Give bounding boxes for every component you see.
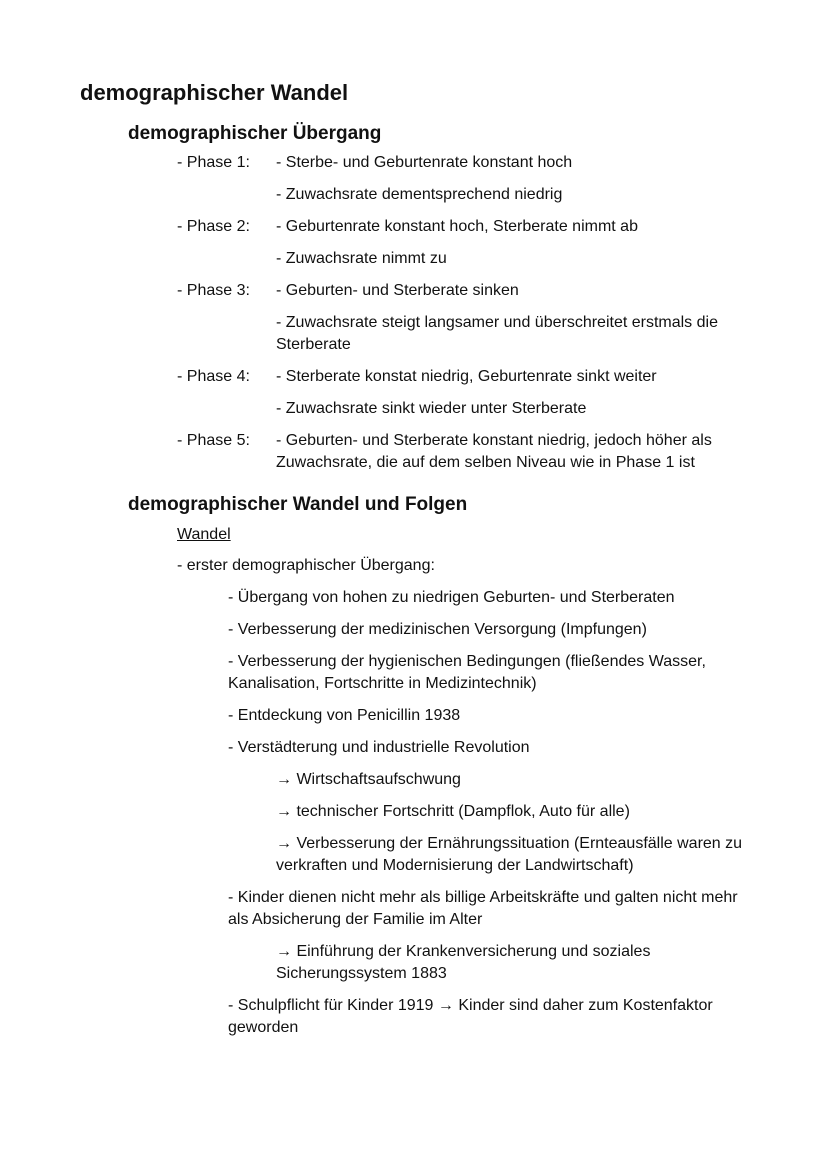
phase-3 (177, 280, 746, 366)
phase-point: - Zuwachsrate nimmt zu (276, 250, 447, 267)
section-heading-wandel-folgen: demographischer Wandel und Folgen (128, 494, 468, 515)
phase-2 (177, 216, 746, 280)
intro-item: - erster demographischer Übergang: (177, 557, 435, 574)
list-item: - Verbesserung der hygienischen Bedingungen (fließendes Wasser, Kanalisation, Fortschritte in Medizintechnik) (228, 653, 706, 692)
phase-point: - Sterbe- und Geburtenrate konstant hoch (276, 154, 573, 171)
list-item: - Entdeckung von Penicillin 1938 (228, 707, 461, 724)
phase-label: - Phase 5: (177, 432, 250, 449)
phases-list (177, 152, 746, 484)
list-item: - Verbesserung der medizinischen Versorgung (Impfungen) (228, 621, 647, 638)
subheading-wandel: Wandel (177, 526, 231, 543)
list-item: - Schulpflicht für Kinder 1919 → Kinder sind daher zum Kostenfaktor geworden (228, 997, 713, 1036)
section-heading-uebergang: demographischer Übergang (128, 123, 382, 144)
consequence-item: → Verbesserung der Ernährungssituation (Ernteausfälle waren zu verkraften und Modernisierung der Landwirtschaft) (276, 835, 743, 874)
consequence-item: → Einführung der Krankenversicherung und soziales Sicherungssystem 1883 (276, 943, 651, 982)
phase-point: - Sterberate konstat niedrig, Geburtenrate sinkt weiter (276, 368, 657, 385)
phase-1 (177, 152, 746, 216)
phase-point: - Zuwachsrate dementsprechend niedrig (276, 186, 563, 203)
phase-point: - Zuwachsrate sinkt wieder unter Sterberate (276, 400, 587, 417)
phase-point: - Geburten- und Sterberate konstant niedrig, jedoch höher als Zuwachsrate, die auf dem selben Niveau wie in Phase 1 ist (276, 432, 712, 471)
list-item: - Verstädterung und industrielle Revolution (228, 739, 530, 756)
phase-point: - Geburten- und Sterberate sinken (276, 282, 519, 299)
phase-4 (177, 366, 746, 430)
phase-5 (177, 430, 746, 484)
phase-label: - Phase 4: (177, 368, 250, 385)
consequence-item: → technischer Fortschritt (Dampflok, Auto für alle) (276, 803, 630, 820)
phase-point: - Geburtenrate konstant hoch, Sterberate nimmt ab (276, 218, 638, 235)
phase-label: - Phase 2: (177, 218, 250, 235)
list-item: - Kinder dienen nicht mehr als billige Arbeitskräfte und galten nicht mehr als Absicherung der Familie im Alter (228, 889, 738, 928)
wandel-section (177, 524, 777, 1049)
phase-point: - Zuwachsrate steigt langsamer und überschreitet erstmals die Sterberate (276, 314, 718, 353)
phase-label: - Phase 1: (177, 154, 250, 171)
consequence-item: → Wirtschaftsaufschwung (276, 771, 461, 788)
phase-label: - Phase 3: (177, 282, 250, 299)
document-title: demographischer Wandel (80, 80, 349, 105)
list-item: - Übergang von hohen zu niedrigen Geburten- und Sterberaten (228, 589, 675, 606)
